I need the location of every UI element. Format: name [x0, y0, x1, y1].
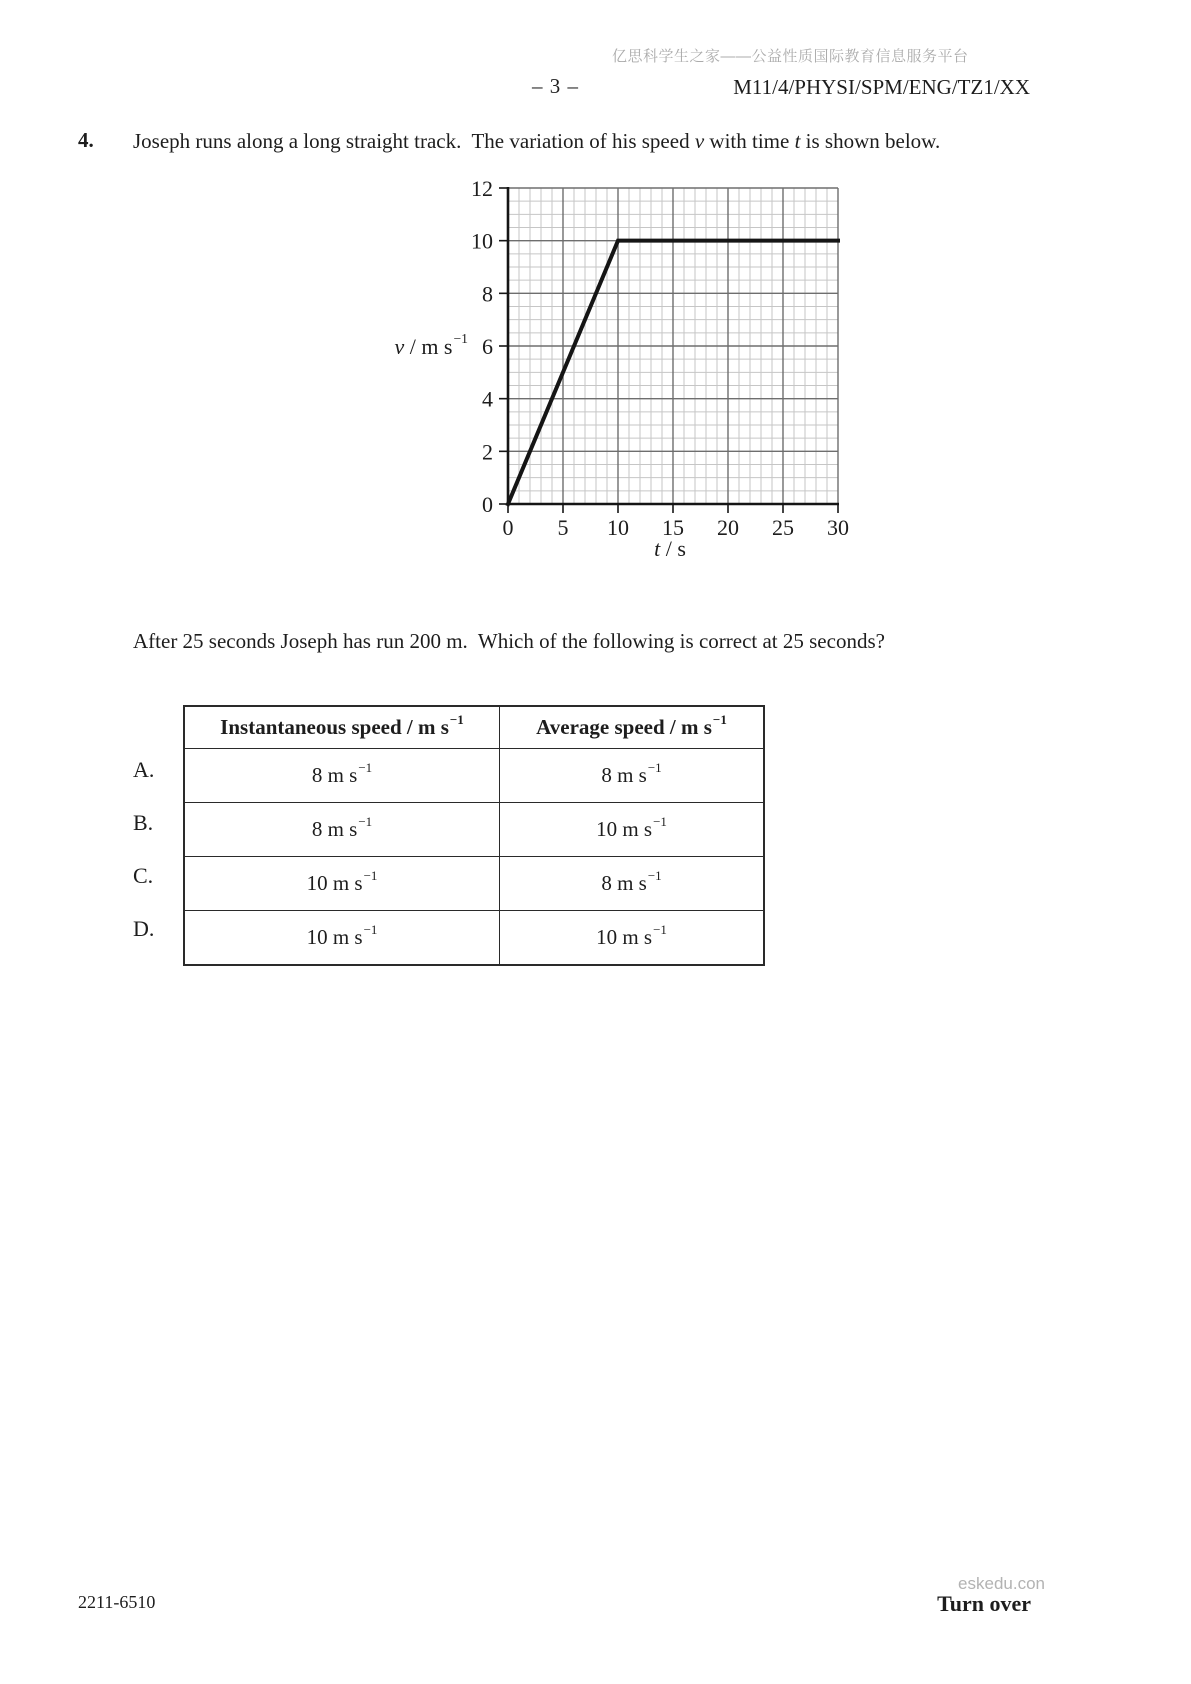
- question-text-part: is shown below.: [800, 129, 941, 153]
- followup-text: After 25 seconds Joseph has run 200 m. Which of the following is correct at 25 seconds?: [133, 629, 885, 653]
- table-row-b: [184, 803, 764, 857]
- cell-c-average: 8 m $s^{-1}$: [500, 857, 765, 911]
- options-table: [183, 705, 765, 966]
- cell-d-instantaneous: 10 m $s^{-1}$: [184, 911, 500, 966]
- turn-over-label: Turn over: [937, 1591, 1031, 1616]
- table-row-c: [184, 857, 764, 911]
- site-watermark: eskedu.con: [958, 1574, 1045, 1593]
- y-tick-label: 4: [482, 386, 493, 412]
- question-text-part: Joseph runs along a long straight track. The variation of his speed: [133, 129, 695, 153]
- tick-marks-and-labels: [471, 176, 849, 540]
- variable-v: v: [694, 129, 705, 153]
- y-axis-label: [340, 331, 468, 360]
- paper-code: M11/4/PHYSI/SPM/ENG/TZ1/XX: [733, 75, 1030, 99]
- cell-a-average: 8 m $s^{-1}$: [500, 749, 765, 803]
- table-row-a: [184, 749, 764, 803]
- cell-b-average: 10 m $s^{-1}$: [500, 803, 765, 857]
- y-tick-label: 8: [482, 281, 493, 307]
- y-tick-label: 6: [482, 334, 493, 359]
- option-letter-d: D.: [133, 916, 155, 941]
- major-grid: [508, 188, 838, 504]
- table-row-d: [184, 911, 764, 966]
- cell-d-average: 10 m $s^{-1}$: [500, 911, 765, 966]
- graph-canvas: [333, 170, 873, 570]
- header-average-speed: Average speed / m $s^{-1}$: [500, 706, 765, 749]
- cell-b-instantaneous: 8 m $s^{-1}$: [184, 803, 500, 857]
- option-letter-b: B.: [133, 810, 154, 835]
- option-letter-c: C.: [133, 863, 154, 888]
- question-number: 4.: [78, 128, 94, 152]
- table-header-row: [184, 706, 764, 749]
- x-tick-label: 25: [772, 515, 794, 540]
- x-tick-label: 30: [827, 515, 849, 540]
- x-tick-label: 5: [557, 515, 569, 540]
- x-axis-unit: / s: [660, 536, 686, 561]
- document-code: 2211-6510: [78, 1592, 156, 1612]
- question-text: [133, 128, 1033, 154]
- header-watermark: 亿思科学生之家——公益性质国际教育信息服务平台: [612, 48, 969, 65]
- y-axis-unit: / m $s^{-1}$: [404, 331, 468, 359]
- y-axis-variable: v: [394, 334, 405, 359]
- x-axis-label: [600, 536, 740, 562]
- question-text-part: with time: [704, 129, 795, 153]
- x-tick-label: 20: [717, 515, 739, 540]
- y-tick-label: 0: [482, 492, 493, 517]
- cell-a-instantaneous: 8 m $s^{-1}$: [184, 749, 500, 803]
- variable-t: t: [794, 129, 801, 153]
- y-tick-label: 10: [471, 228, 493, 254]
- speed-time-graph: [333, 170, 873, 570]
- y-tick-label: 2: [482, 439, 493, 465]
- header-instantaneous-speed: Instantaneous speed / m $s^{-1}$: [184, 706, 500, 749]
- x-tick-label: 10: [607, 515, 629, 540]
- x-axis-variable: t: [654, 536, 661, 561]
- x-tick-label: 15: [662, 515, 684, 540]
- cell-c-instantaneous: 10 m $s^{-1}$: [184, 857, 500, 911]
- y-tick-label: 12: [471, 176, 493, 201]
- page-number: – 3 –: [532, 74, 579, 98]
- x-tick-label: 0: [502, 515, 514, 540]
- option-letter-a: A.: [133, 757, 155, 782]
